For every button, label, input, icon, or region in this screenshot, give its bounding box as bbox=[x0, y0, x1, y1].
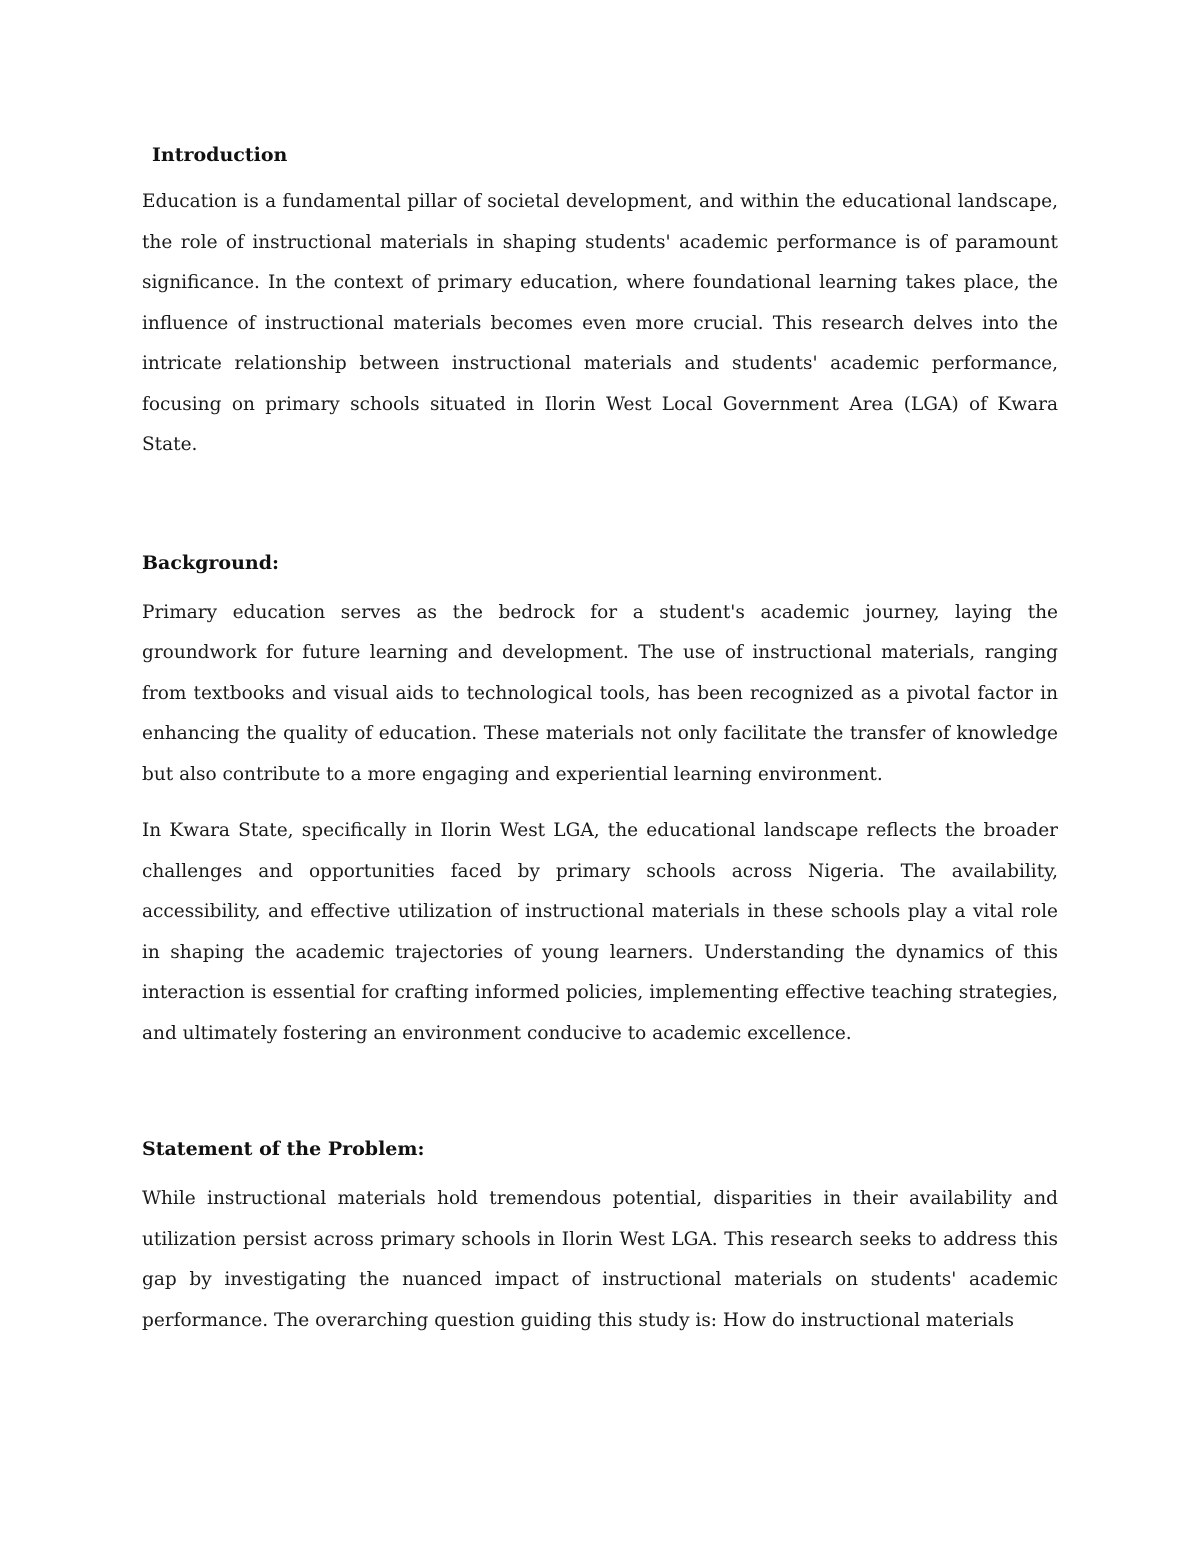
document-body bbox=[142, 140, 1058, 1341]
section-heading-background: Background: bbox=[142, 551, 279, 574]
introduction-paragraph: Education is a fundamental pillar of societal development, and within the educational landscape, the role of instructional materials in shaping students' academic performance is of paramount significance. In the context of primary education, where foundational learning takes place, the influence of instructional materials becomes even more crucial. This research delves into the intricate relationship between instructional materials and students' academic performance, focusing on primary schools situated in Ilorin West Local Government Area (LGA) of Kwara State. bbox=[142, 191, 1058, 455]
section-heading-statement-of-problem: Statement of the Problem: bbox=[142, 1138, 425, 1160]
section-heading-introduction: Introduction bbox=[152, 144, 288, 166]
background-paragraph-1: Primary education serves as the bedrock for a student's academic journey, laying the groundwork for future learning and development. The use of instructional materials, ranging from textbooks and visual aids to technological tools, has been recognized as a pivotal factor in enhancing the quality of education. These materials not only facilitate the transfer of knowledge but also contribute to a more engaging and experiential learning environment. bbox=[142, 601, 1058, 785]
statement-of-problem-paragraph: While instructional materials hold tremendous potential, disparities in their availability and utilization persist across primary schools in Ilorin West LGA. This research seeks to address this gap by investigating the nuanced impact of instructional materials on students' academic performance. The overarching question guiding this study is: How do instructional materials bbox=[142, 1188, 1058, 1331]
background-paragraph-2: In Kwara State, specifically in Ilorin West LGA, the educational landscape reflects the broader challenges and opportunities faced by primary schools across Nigeria. The availability, accessibility, and effective utilization of instructional materials in these schools play a vital role in shaping the academic trajectories of young learners. Understanding the dynamics of this interaction is essential for crafting informed policies, implementing effective teaching strategies, and ultimately fostering an environment conducive to academic excellence. bbox=[142, 820, 1058, 1044]
